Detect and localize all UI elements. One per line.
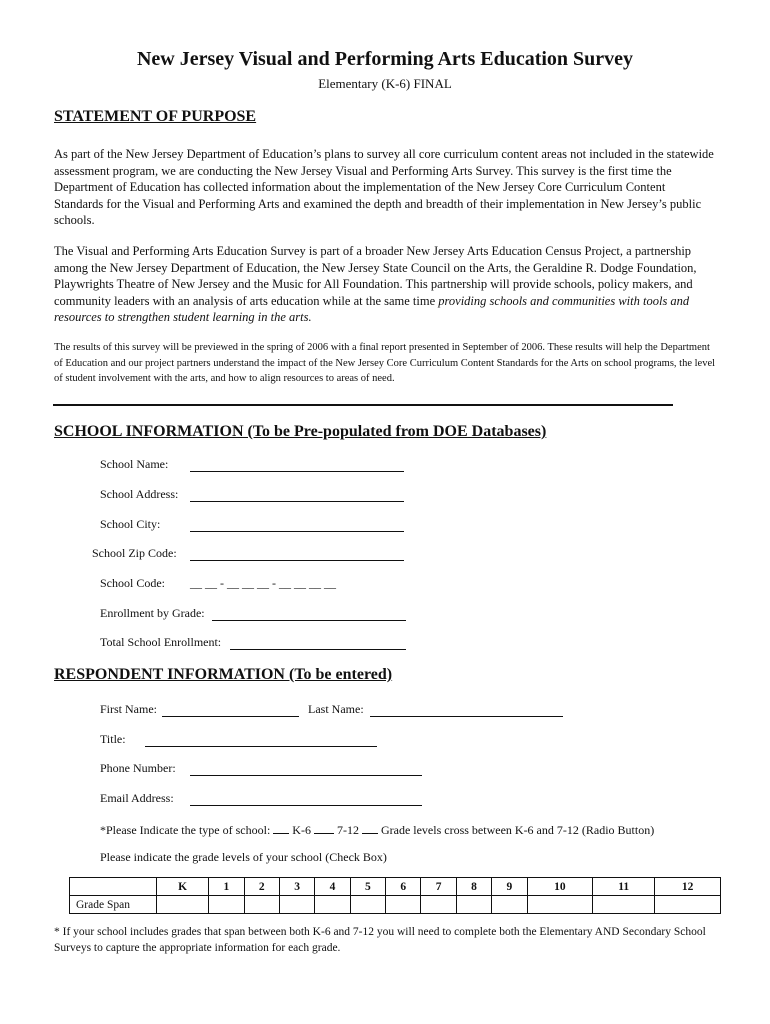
page-title: New Jersey Visual and Performing Arts Education Survey	[136, 48, 634, 70]
school-zip-field[interactable]	[190, 546, 404, 561]
school-address-label: School Address:	[100, 487, 179, 501]
last-name-field[interactable]	[370, 702, 563, 717]
purpose-paragraph-2-italic: providing schools and communities with tools and resources to strengthen student learning in the arts.	[54, 293, 690, 324]
purpose-heading: STATEMENT OF PURPOSE	[54, 108, 257, 125]
school-type-prompt: *Please Indicate the type of school:	[100, 823, 271, 837]
grade-header-2: 2	[244, 878, 279, 896]
grade-header-11: 11	[593, 878, 655, 896]
grade-checkbox-2[interactable]	[244, 896, 279, 914]
grade-header-9: 9	[492, 878, 527, 896]
school-type-between-radio[interactable]	[362, 821, 378, 834]
total-enrollment-field[interactable]	[230, 635, 406, 650]
school-type-k6-radio[interactable]	[273, 821, 289, 834]
phone-field[interactable]	[190, 761, 422, 776]
phone-label: Phone Number:	[100, 761, 176, 775]
section-divider	[53, 404, 673, 406]
email-field[interactable]	[190, 791, 422, 806]
grade-header-5: 5	[350, 878, 385, 896]
last-name-label: Last Name:	[308, 702, 364, 716]
purpose-paragraph-1: As part of the New Jersey Department of Education’s plans to survey all core curriculum content areas not included in the statewide assessment program, we are conducting the New Jersey Visual and Performing Arts Survey. This survey is the first time the Department of Education has collected information about the implementation of the New Jersey Core Curriculum Content Standards for the Visual and Performing Arts and examined the depth and breadth of their implementation in New Jersey’s public schools.	[54, 147, 714, 227]
school-type-between-label: Grade levels cross between K-6 and 7-12 (Radio Button)	[380, 823, 655, 837]
email-label: Email Address:	[100, 791, 174, 805]
page-subtitle: Elementary (K-6) FINAL	[318, 76, 452, 91]
grade-checkbox-12[interactable]	[655, 896, 721, 914]
school-type-712-label: 7-12	[336, 823, 359, 837]
footnote: * If your school includes grades that span between both K-6 and 7-12 you will need to complete both the Elementary AND Secondary School Surveys to capture the appropriate information for each grade.	[54, 926, 706, 954]
grade-checkbox-k[interactable]	[157, 896, 209, 914]
grade-levels-prompt: Please indicate the grade levels of your school (Check Box)	[100, 850, 387, 864]
grade-header-empty	[70, 878, 157, 896]
grade-header-4: 4	[315, 878, 350, 896]
grade-span-row	[70, 896, 721, 914]
title-label: Title:	[100, 732, 126, 746]
school-city-field[interactable]	[190, 517, 404, 532]
grade-span-label: Grade Span	[70, 896, 157, 914]
grade-checkbox-3[interactable]	[279, 896, 314, 914]
school-address-field[interactable]	[190, 487, 404, 502]
enrollment-by-grade-field[interactable]	[212, 606, 406, 621]
title-field[interactable]	[145, 732, 377, 747]
grade-checkbox-11[interactable]	[593, 896, 655, 914]
total-enrollment-label: Total School Enrollment:	[100, 635, 222, 649]
school-city-label: School City:	[100, 517, 161, 531]
grade-checkbox-7[interactable]	[421, 896, 456, 914]
grade-checkbox-8[interactable]	[456, 896, 491, 914]
school-type-712-radio[interactable]	[314, 821, 334, 834]
respondent-info-heading: RESPONDENT INFORMATION (To be entered)	[54, 666, 393, 683]
grade-header-12: 12	[655, 878, 721, 896]
grade-checkbox-9[interactable]	[492, 896, 527, 914]
grade-header-k: K	[157, 878, 209, 896]
grade-header-8: 8	[456, 878, 491, 896]
purpose-paragraph-2-text: The Visual and Performing Arts Education Survey is part of a broader New Jersey Arts Education Census Project, a partnership among the New Jersey Department of Education, the New Jersey State Council on the Arts, the Geraldine R. Dodge Foundation, Playwrights Theatre of New Jersey and the Music for All Foundation. This partnership will provide schools, policy makers, and community leaders with an analysis of arts education while at the same time	[54, 244, 697, 308]
purpose-paragraph-2	[54, 243, 716, 326]
enrollment-by-grade-label: Enrollment by Grade:	[100, 606, 205, 620]
grade-header-7: 7	[421, 878, 456, 896]
grade-header-6: 6	[386, 878, 421, 896]
grade-header-3: 3	[279, 878, 314, 896]
grade-header-row	[70, 878, 721, 896]
grade-checkbox-1[interactable]	[209, 896, 244, 914]
grade-header-10: 10	[527, 878, 593, 896]
grade-checkbox-6[interactable]	[386, 896, 421, 914]
school-name-label: School Name:	[100, 457, 169, 471]
school-type-k6-label: K-6	[292, 823, 311, 837]
school-code-label: School Code:	[100, 576, 165, 590]
grade-header-1: 1	[209, 878, 244, 896]
school-info-heading: SCHOOL INFORMATION (To be Pre-populated from DOE Databases)	[54, 423, 547, 440]
grade-checkbox-10[interactable]	[527, 896, 593, 914]
school-type-question	[100, 821, 654, 838]
first-name-field[interactable]	[162, 702, 299, 717]
school-code-field[interactable]: __ __ - __ __ __ - __ __ __ __	[190, 576, 336, 590]
first-name-label: First Name:	[100, 702, 157, 716]
school-name-field[interactable]	[190, 457, 404, 472]
grade-checkbox-4[interactable]	[315, 896, 350, 914]
grade-span-table	[69, 877, 721, 914]
school-zip-label: School Zip Code:	[92, 546, 177, 560]
grade-checkbox-5[interactable]	[350, 896, 385, 914]
purpose-paragraph-3: The results of this survey will be previewed in the spring of 2006 with a final report presented in September of 2006. These results will help the Department of Education and our project partners understand the impact of the New Jersey Core Curriculum Content Standards for the Arts on school programs, the level of student involvement with the arts, and how to align resources to areas of need.	[54, 342, 716, 384]
